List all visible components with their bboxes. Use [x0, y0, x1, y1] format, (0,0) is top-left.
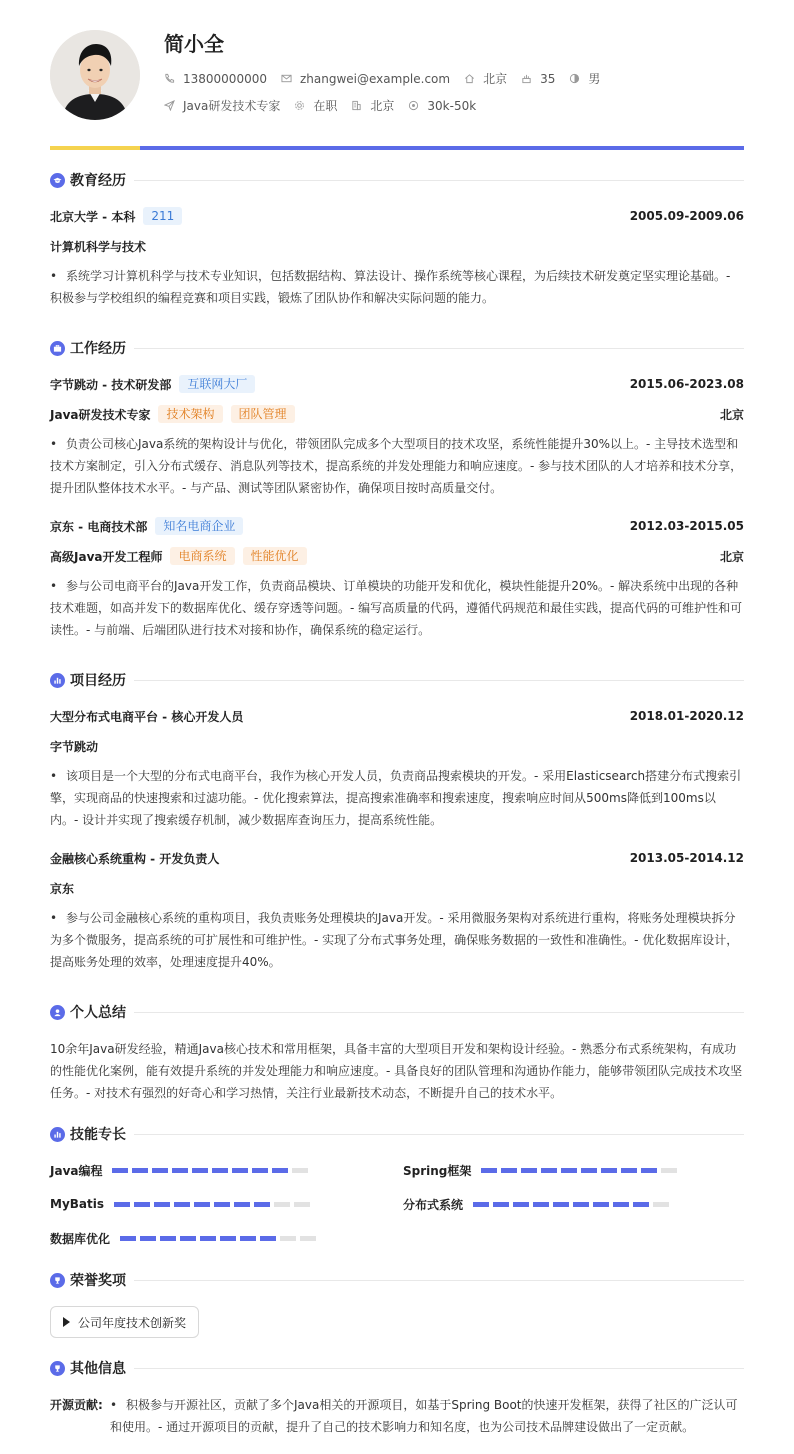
skill-level-dash — [112, 1168, 128, 1173]
section-label: 项目经历 — [70, 673, 126, 689]
skill-level-dash — [174, 1202, 190, 1207]
skill-level-dash — [192, 1168, 208, 1173]
project-name: 金融核心系统重构 - 开发负责人 — [50, 851, 220, 866]
city-item — [351, 97, 394, 114]
email-text: zhangwei@example.com — [299, 71, 451, 86]
work-date: 2012.03-2015.05 — [629, 519, 744, 533]
work-role-row — [50, 546, 744, 566]
skill-level-dash — [553, 1202, 569, 1207]
job-intent-row — [164, 97, 490, 114]
skills-section — [50, 1124, 744, 1144]
project-date: 2013.05-2014.12 — [629, 851, 744, 865]
role-tag: 电商系统 — [170, 547, 234, 565]
award-chip — [50, 1306, 199, 1338]
other-item — [50, 1394, 744, 1438]
work-location: 北京 — [719, 549, 744, 564]
play-triangle-icon — [63, 1317, 70, 1327]
phone-text: 13800000000 — [183, 71, 267, 86]
skill-level-dash — [152, 1168, 168, 1173]
section-title-projects — [50, 670, 744, 690]
project-item-header — [50, 848, 744, 868]
work-item-header — [50, 374, 744, 394]
skill-level-dash — [252, 1168, 268, 1173]
project-company-row — [50, 878, 744, 898]
skill-level-bar — [473, 1202, 673, 1207]
skill-level-dash — [481, 1168, 497, 1173]
skill-level-dash — [140, 1236, 156, 1241]
skill-level-dash — [234, 1202, 250, 1207]
salary-text: 30k-50k — [427, 98, 477, 113]
home-icon — [464, 73, 475, 84]
mail-icon — [281, 73, 292, 84]
cake-icon — [521, 73, 532, 84]
skill-item: Spring框架 — [403, 1160, 681, 1180]
skill-level-dash — [613, 1202, 629, 1207]
skill-level-dash — [493, 1202, 509, 1207]
skill-level-dash — [194, 1202, 210, 1207]
trophy-icon — [50, 1361, 65, 1376]
summary-text: 10余年Java研发经验，精通Java核心技术和常用框架，具备丰富的大型项目开发和架构设计经验。- 熟悉分布式系统架构，有成功的性能优化案例，能有效提升系统的并发处理能力和响应速度。- 具备良好的团队管理和沟通协作能力，能够带领团队完成技术攻坚任务。- 对技术有强烈的好奇心和学习热情，关注行业最新技术动态，不断提升自己的技术水平。 — [50, 1042, 743, 1100]
building-icon — [351, 100, 362, 111]
skill-item: Java编程 — [50, 1160, 312, 1180]
section-label: 个人总结 — [70, 1005, 126, 1021]
skill-level-dash — [294, 1202, 310, 1207]
section-label: 荣誉奖项 — [70, 1273, 126, 1289]
project-name: 大型分布式电商平台 - 核心开发人员 — [50, 709, 244, 724]
skill-level-dash — [661, 1168, 677, 1173]
status-item — [294, 97, 337, 114]
resume-header — [50, 0, 744, 150]
skill-level-bar — [120, 1236, 320, 1241]
gender-item — [569, 70, 600, 87]
skill-level-dash — [633, 1202, 649, 1207]
graduation-cap-icon — [50, 173, 65, 188]
role-name: Java研发技术专家 — [50, 407, 151, 422]
skill-level-dash — [260, 1236, 276, 1241]
project-company: 字节跳动 — [50, 739, 99, 754]
skill-item: 分布式系统 — [403, 1194, 673, 1214]
company-name: 字节跳动 - 技术研发部 — [50, 377, 172, 392]
skill-level-dash — [240, 1236, 256, 1241]
phone-item — [164, 72, 267, 86]
section-title-work — [50, 338, 744, 358]
section-title-summary — [50, 1002, 744, 1022]
status-text: 在职 — [313, 99, 338, 113]
role-tag: 技术架构 — [158, 405, 222, 423]
skill-level-dash — [160, 1236, 176, 1241]
avatar-portrait-icon — [50, 30, 140, 120]
education-item-header — [50, 206, 744, 226]
role-tag: 性能优化 — [243, 547, 307, 565]
skill-level-dash — [292, 1168, 308, 1173]
work-description: • 参与公司电商平台的Java开发工作，负责商品模块、订单模块的功能开发和优化，模块性能提升20%。- 解决系统中出现的各种技术难题，如高并发下的数据库优化、缓存穿透等问题。- 编写高质量的代码，遵循代码规范和最佳实践，提高代码的可维护性和可读性。- 与前端、后端团队进行技术对接和协作，确保系统的稳定运行。 — [50, 579, 743, 637]
skill-level-dash — [473, 1202, 489, 1207]
skill-level-dash — [621, 1168, 637, 1173]
bar-chart-icon — [50, 673, 65, 688]
skill-level-bar — [481, 1168, 681, 1173]
other-section — [50, 1358, 744, 1378]
position-text: Java研发技术专家 — [183, 99, 281, 113]
project-company: 京东 — [50, 881, 75, 896]
work-item-header — [50, 516, 744, 536]
major-name: 计算机科学与技术 — [50, 239, 147, 254]
skill-level-dash — [154, 1202, 170, 1207]
skill-level-dash — [581, 1168, 597, 1173]
project-description: • 该项目是一个大型的分布式电商平台，我作为核心开发人员，负责商品搜索模块的开发。- 采用Elasticsearch搭建分布式搜索引擎，实现商品的快速搜索和过滤功能。- 优化搜索算法，提高搜索准确率和搜索速度，搜索响应时间从500ms降低到100ms以内。- 设计并实现了搜索缓存机制，减少数据库查询压力，提高系统性能。 — [50, 769, 742, 827]
role-tag: 团队管理 — [231, 405, 295, 423]
skill-level-dash — [232, 1168, 248, 1173]
awards-section — [50, 1270, 744, 1290]
section-label: 教育经历 — [70, 173, 126, 189]
project-description: • 参与公司金融核心系统的重构项目，我负责账务处理模块的Java开发。- 采用微服务架构对系统进行重构，将账务处理模块拆分为多个微服务，提高系统的可扩展性和可维护性。- 实现了分布式事务处理，确保账务数据的一致性和准确性。- 优化数据库设计，提高账务处理的效率，处理速度提升40%。 — [50, 911, 739, 969]
school-name: 北京大学 - 本科 — [50, 209, 136, 224]
salary-item — [408, 99, 476, 113]
skill-item: 数据库优化 — [50, 1228, 320, 1248]
skill-level-dash — [300, 1236, 316, 1241]
briefcase-icon — [50, 341, 65, 356]
skill-level-dash — [120, 1236, 136, 1241]
section-label: 其他信息 — [70, 1361, 126, 1377]
skill-level-dash — [254, 1202, 270, 1207]
education-date: 2005.09-2009.06 — [629, 209, 744, 223]
education-major-row — [50, 236, 744, 256]
avatar — [50, 30, 140, 120]
header-divider — [50, 146, 744, 150]
role-name: 高级Java开发工程师 — [50, 549, 163, 564]
education-description: • 系统学习计算机科学与技术专业知识，包括数据结构、算法设计、操作系统等核心课程，为后续技术研发奠定坚实理论基础。- 积极参与学校组织的编程竞赛和项目实践，锻炼了团队协作和解决实际问题的能力。 — [50, 269, 731, 305]
candidate-name: 简小全 — [164, 32, 224, 56]
gender-text: 男 — [588, 72, 601, 86]
project-item-header — [50, 706, 744, 726]
section-title-other — [50, 1358, 744, 1378]
skill-level-dash — [200, 1236, 216, 1241]
skill-level-dash — [533, 1202, 549, 1207]
position-item — [164, 97, 280, 114]
hometown-text: 北京 — [483, 72, 508, 86]
section-title-education — [50, 170, 744, 190]
city-text: 北京 — [370, 99, 395, 113]
skill-level-dash — [172, 1168, 188, 1173]
phone-icon — [164, 73, 175, 84]
skill-level-dash — [134, 1202, 150, 1207]
skill-level-dash — [272, 1168, 288, 1173]
skill-item: MyBatis — [50, 1194, 314, 1214]
section-title-awards — [50, 1270, 744, 1290]
skill-level-dash — [641, 1168, 657, 1173]
school-tag: 211 — [143, 207, 182, 225]
skill-level-dash — [132, 1168, 148, 1173]
section-label: 工作经历 — [70, 341, 126, 357]
skill-level-dash — [513, 1202, 529, 1207]
skill-level-dash — [280, 1236, 296, 1241]
education-section — [50, 170, 744, 190]
summary-section — [50, 1002, 744, 1022]
gender-icon — [569, 73, 580, 84]
skill-level-dash — [274, 1202, 290, 1207]
skill-level-bar — [112, 1168, 312, 1173]
section-title-skills — [50, 1124, 744, 1144]
email-item — [281, 72, 450, 86]
skill-level-dash — [220, 1236, 236, 1241]
skill-level-dash — [653, 1202, 669, 1207]
skill-level-dash — [601, 1168, 617, 1173]
project-company-row — [50, 736, 744, 756]
skill-level-dash — [114, 1202, 130, 1207]
company-tag: 知名电商企业 — [155, 517, 243, 535]
hometown-item — [464, 70, 507, 87]
user-icon — [50, 1005, 65, 1020]
section-label: 技能专长 — [70, 1127, 126, 1143]
skill-level-dash — [593, 1202, 609, 1207]
work-section — [50, 338, 744, 358]
company-name: 京东 - 电商技术部 — [50, 519, 148, 534]
skill-level-dash — [573, 1202, 589, 1207]
projects-section — [50, 670, 744, 690]
send-icon — [164, 100, 175, 111]
work-date: 2015.06-2023.08 — [629, 377, 744, 391]
skill-level-bar — [114, 1202, 314, 1207]
other-item-label: 开源贡献: — [50, 1398, 103, 1412]
work-location: 北京 — [719, 407, 744, 422]
contact-row — [164, 70, 614, 87]
other-item-text: • 积极参与开源社区，贡献了多个Java相关的开源项目，如基于Spring Boot的快速开发框架，获得了社区的广泛认可和使用。- 通过开源项目的贡献，提升了自己的技术影响力和知名度，也为公司技术品牌建设做出了一定贡献。 — [110, 1398, 738, 1434]
age-text: 35 — [540, 71, 556, 86]
skill-level-dash — [521, 1168, 537, 1173]
work-description: • 负责公司核心Java系统的架构设计与优化，带领团队完成多个大型项目的技术攻坚，系统性能提升30%以上。- 主导技术选型和技术方案制定，引入分布式缓存、消息队列等技术，提高系统的并发处理能力和响应速度。- 参与技术团队的人才培养和技术分享，提升团队整体技术水平。- 与产品、测试等团队紧密协作，确保项目按时高质量交付。 — [50, 437, 743, 495]
skill-level-dash — [180, 1236, 196, 1241]
skill-level-dash — [501, 1168, 517, 1173]
bar-chart-icon — [50, 1127, 65, 1142]
gear-icon — [294, 100, 305, 111]
skill-level-dash — [561, 1168, 577, 1173]
work-role-row — [50, 404, 744, 424]
company-tag: 互联网大厂 — [179, 375, 255, 393]
trophy-icon — [50, 1273, 65, 1288]
age-item — [521, 72, 555, 86]
skill-level-dash — [212, 1168, 228, 1173]
award-label: 公司年度技术创新奖 — [78, 1315, 187, 1330]
project-date: 2018.01-2020.12 — [629, 709, 744, 723]
coin-icon — [408, 100, 419, 111]
skill-level-dash — [541, 1168, 557, 1173]
skill-level-dash — [214, 1202, 230, 1207]
